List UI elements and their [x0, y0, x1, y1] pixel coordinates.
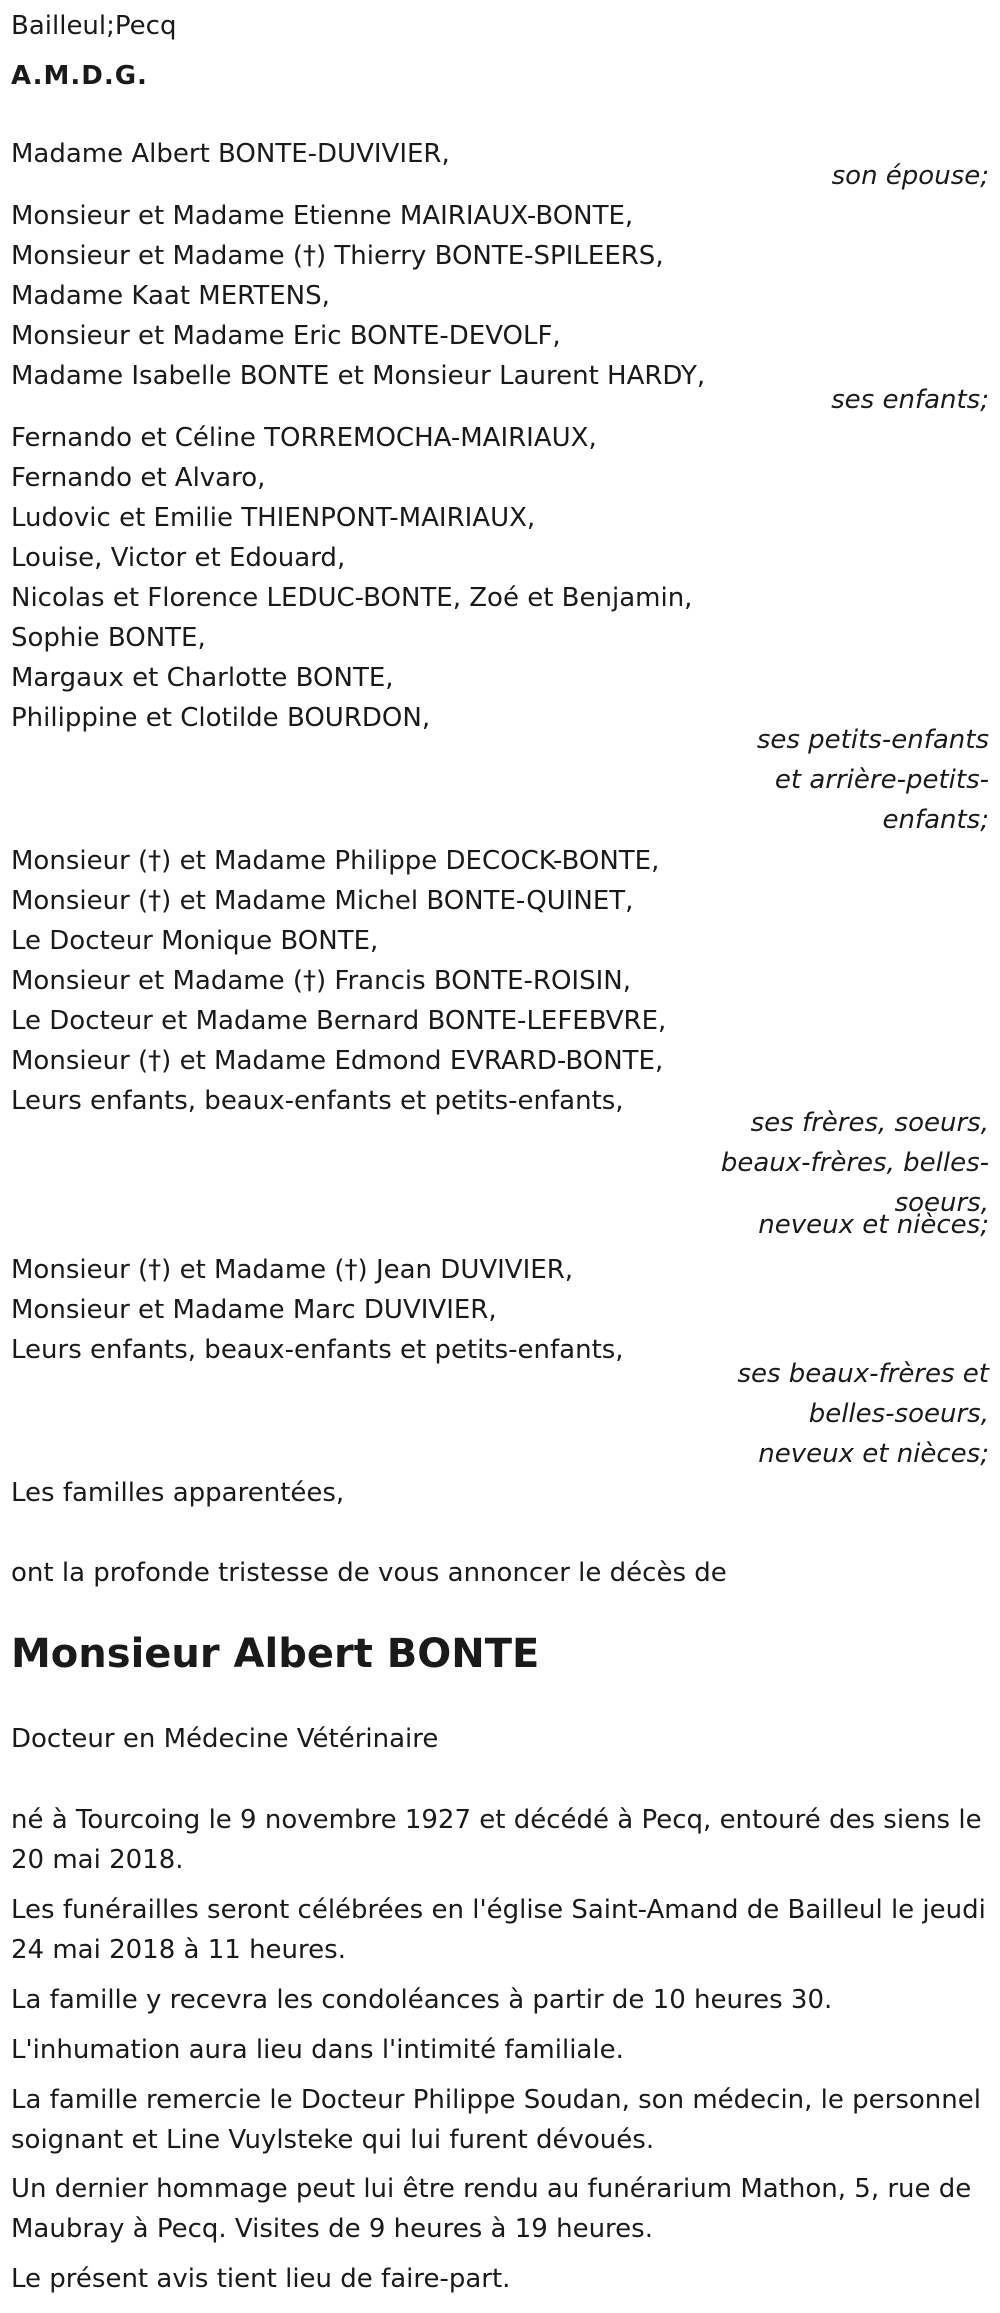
family-name-line: Le Docteur et Madame Bernard BONTE-LEFEBVRE, — [11, 1006, 667, 1036]
family-group-in-laws — [11, 1250, 989, 1469]
family-name-line: Nicolas et Florence LEDUC-BONTE, Zoé et Benjamin, — [11, 583, 693, 613]
family-role: ses beaux-frères et belles-soeurs, neveux et nièces; — [737, 1359, 989, 1469]
family-name-line: Margaux et Charlotte BONTE, — [11, 663, 394, 693]
funeral-info: Les funérailles seront célébrées en l'église Saint-Amand de Bailleul le jeudi 24 mai 2018 à 11 heures. — [11, 1895, 986, 1965]
family-name-line: Madame Kaat MERTENS, — [11, 281, 330, 311]
family-name-line: Leurs enfants, beaux-enfants et petits-enfants, — [11, 1086, 624, 1116]
family-name-line: Le Docteur Monique BONTE, — [11, 926, 379, 956]
announcement: ont la profonde tristesse de vous annoncer le décès de — [11, 1558, 727, 1588]
family-name-line: Monsieur (†) et Madame Philippe DECOCK-BONTE, — [11, 846, 660, 876]
family-name-line: Fernando et Céline TORREMOCHA-MAIRIAUX, — [11, 423, 597, 453]
family-name-line: Leurs enfants, beaux-enfants et petits-enfants, — [11, 1335, 624, 1365]
family-group-spouse — [11, 134, 989, 191]
family-role: ses petits-enfants et arrière-petits- enfants; — [756, 725, 989, 835]
family-role: son épouse; — [831, 161, 989, 191]
family-name-line: Fernando et Alvaro, — [11, 463, 266, 493]
family-name-line: Monsieur et Madame Etienne MAIRIAUX-BONTE, — [11, 201, 634, 231]
family-group-siblings — [11, 841, 989, 1240]
deceased-title: Docteur en Médecine Vétérinaire — [11, 1724, 439, 1754]
family-name-line: Monsieur et Madame Eric BONTE-DEVOLF, — [11, 321, 561, 351]
family-role: ses frères, soeurs, beaux-frères, belles- soeurs, neveux et nièces; — [720, 1108, 989, 1240]
family-name-line: Ludovic et Emilie THIENPONT-MAIRIAUX, — [11, 503, 536, 533]
funeral-home-info: Un dernier hommage peut lui être rendu au funérarium Mathon, 5, rue de Maubray à Pecq. Visites de 9 heures à 19 heures. — [11, 2174, 972, 2244]
family-name-line: Monsieur et Madame (†) Thierry BONTE-SPILEERS, — [11, 241, 664, 271]
family-name-line: Madame Isabelle BONTE et Monsieur Laurent HARDY, — [11, 361, 706, 391]
family-name-line: Sophie BONTE, — [11, 623, 206, 653]
closing-note: Le présent avis tient lieu de faire-part. — [11, 2264, 511, 2294]
family-name-line: Monsieur (†) et Madame (†) Jean DUVIVIER, — [11, 1255, 574, 1285]
motto: A.M.D.G. — [11, 61, 148, 91]
condolences-info: La famille y recevra les condoléances à partir de 10 heures 30. — [11, 1985, 833, 2015]
family-name-line: Madame Albert BONTE-DUVIVIER, — [11, 139, 450, 169]
family-name-line: Monsieur et Madame (†) Francis BONTE-ROISIN, — [11, 966, 631, 996]
deceased-name: Monsieur Albert BONTE — [11, 1631, 540, 1677]
thanks-info: La famille remercie le Docteur Philippe Soudan, son médecin, le personnel soignant et Line Vuylsteke qui lui furent dévoués. — [11, 2085, 981, 2155]
burial-info: L'inhumation aura lieu dans l'intimité familiale. — [11, 2035, 624, 2065]
family-name-line: Monsieur (†) et Madame Edmond EVRARD-BONTE, — [11, 1046, 664, 1076]
related-families: Les familles apparentées, — [11, 1478, 345, 1508]
family-name-line: Monsieur (†) et Madame Michel BONTE-QUINET, — [11, 886, 634, 916]
family-name-line: Louise, Victor et Edouard, — [11, 543, 346, 573]
birth-death-info: né à Tourcoing le 9 novembre 1927 et décédé à Pecq, entouré des siens le 20 mai 2018. — [11, 1805, 982, 1875]
family-group-grandchildren — [11, 418, 989, 835]
family-group-children — [11, 196, 989, 415]
family-name-line: Philippine et Clotilde BOURDON, — [11, 703, 431, 733]
family-role: ses enfants; — [831, 385, 989, 415]
location-header: Bailleul;Pecq — [11, 11, 177, 41]
family-name-line: Monsieur et Madame Marc DUVIVIER, — [11, 1295, 497, 1325]
